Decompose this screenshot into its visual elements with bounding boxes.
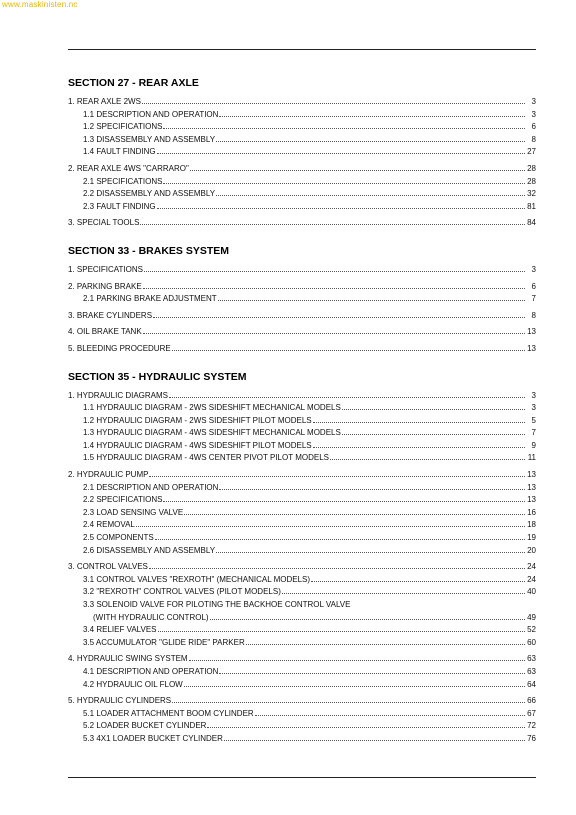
toc-entry-label: 1.5 HYDRAULIC DIAGRAM - 4WS CENTER PIVOT PILOT MODELS bbox=[83, 453, 329, 463]
dot-leader bbox=[311, 574, 525, 582]
toc-entry-page: 76 bbox=[527, 733, 536, 743]
toc-section bbox=[68, 244, 536, 356]
toc-group bbox=[68, 343, 536, 356]
dot-leader bbox=[219, 482, 525, 490]
toc-entry[interactable] bbox=[68, 343, 536, 356]
toc-entry-page: 28 bbox=[527, 163, 536, 173]
toc-entry-page: 18 bbox=[527, 520, 536, 530]
dot-leader bbox=[255, 708, 525, 716]
dot-leader bbox=[169, 390, 525, 398]
toc-entry-page: 63 bbox=[527, 654, 536, 664]
dot-leader bbox=[216, 134, 525, 142]
toc-group bbox=[68, 96, 536, 159]
toc-entry-label: 1.2 SPECIFICATIONS bbox=[83, 122, 163, 132]
toc-entry[interactable] bbox=[68, 624, 536, 637]
toc-entry[interactable] bbox=[68, 519, 536, 532]
dot-leader bbox=[144, 264, 525, 272]
toc-entry-page: 13 bbox=[527, 482, 536, 492]
toc-entry[interactable] bbox=[68, 469, 536, 482]
toc-entry-label: 4. OIL BRAKE TANK bbox=[68, 327, 142, 337]
toc-entry-page: 20 bbox=[527, 545, 536, 555]
header-rule bbox=[68, 49, 536, 50]
dot-leader bbox=[282, 586, 525, 594]
dot-leader bbox=[342, 427, 525, 435]
toc-entry[interactable] bbox=[68, 201, 536, 214]
dot-leader bbox=[313, 415, 525, 423]
toc-entry-page: 16 bbox=[527, 507, 536, 517]
toc-entry[interactable] bbox=[68, 733, 536, 746]
dot-leader bbox=[210, 612, 525, 620]
toc-entry[interactable] bbox=[68, 217, 536, 230]
toc-entry-page: 8 bbox=[531, 310, 536, 320]
toc-entry-label: 3.2 "REXROTH" CONTROL VALVES (PILOT MODELS) bbox=[83, 587, 281, 597]
toc-entry-page: 3 bbox=[531, 390, 536, 400]
toc-entry-page: 24 bbox=[527, 574, 536, 584]
dot-leader bbox=[207, 720, 525, 728]
toc-entry[interactable] bbox=[68, 402, 536, 415]
dot-leader bbox=[219, 109, 525, 117]
toc-entry-label: 1.4 FAULT FINDING bbox=[83, 147, 156, 157]
toc-entry-label: 3. BRAKE CYLINDERS bbox=[68, 310, 153, 320]
toc-group bbox=[68, 326, 536, 339]
toc-entry-page: 27 bbox=[527, 147, 536, 157]
dot-leader bbox=[136, 519, 525, 527]
toc-entry-label: (WITH HYDRAULIC CONTROL) bbox=[93, 612, 209, 622]
toc-entry-page: 64 bbox=[527, 679, 536, 689]
toc-entry-page: 6 bbox=[531, 281, 536, 291]
toc-entry[interactable] bbox=[68, 666, 536, 679]
toc-entry-label: 1. HYDRAULIC DIAGRAMS bbox=[68, 390, 169, 400]
toc-entry-label: 3.5 ACCUMULATOR "GLIDE RIDE" PARKER bbox=[83, 637, 245, 647]
dot-leader bbox=[163, 176, 525, 184]
toc-entry-label: 3. CONTROL VALVES bbox=[68, 562, 148, 572]
toc-entry-label: 3.1 CONTROL VALVES "REXROTH" (MECHANICAL MODELS) bbox=[83, 574, 311, 584]
toc-section bbox=[68, 370, 536, 746]
section-title: SECTION 33 - BRAKES SYSTEM bbox=[68, 244, 230, 257]
toc-group bbox=[68, 561, 536, 649]
toc-entry[interactable] bbox=[68, 637, 536, 650]
toc-entry-label: 2.1 SPECIFICATIONS bbox=[83, 176, 163, 186]
toc-entry[interactable] bbox=[68, 545, 536, 558]
toc-entry-label: 2.5 COMPONENTS bbox=[83, 533, 154, 543]
toc-entry-page: 3 bbox=[531, 403, 536, 413]
dot-leader bbox=[142, 96, 525, 104]
toc-entry[interactable] bbox=[68, 695, 536, 708]
section-title: SECTION 35 - HYDRAULIC SYSTEM bbox=[68, 370, 247, 383]
toc-group bbox=[68, 653, 536, 691]
toc-entry-page: 24 bbox=[527, 562, 536, 572]
toc-entry-page: 32 bbox=[527, 189, 536, 199]
toc-entry-page: 28 bbox=[527, 176, 536, 186]
toc-entry[interactable] bbox=[68, 507, 536, 520]
toc-entry[interactable] bbox=[68, 109, 536, 122]
dot-leader bbox=[342, 402, 525, 410]
toc-entry-page: 8 bbox=[531, 134, 536, 144]
toc-section bbox=[68, 76, 536, 230]
toc-entry-label: 1.1 DESCRIPTION AND OPERATION bbox=[83, 109, 219, 119]
toc-entry[interactable] bbox=[68, 720, 536, 733]
toc-entry[interactable] bbox=[68, 176, 536, 189]
toc-entry-label: 3. SPECIAL TOOLS bbox=[68, 218, 140, 228]
footer-rule bbox=[68, 777, 536, 778]
toc-entry[interactable] bbox=[68, 293, 536, 306]
toc-entry-page: 13 bbox=[527, 343, 536, 353]
toc-entry-label: 4. HYDRAULIC SWING SYSTEM bbox=[68, 654, 188, 664]
toc-entry-page: 72 bbox=[527, 721, 536, 731]
toc-entry-page: 7 bbox=[531, 294, 536, 304]
section-title: SECTION 27 - REAR AXLE bbox=[68, 77, 199, 89]
toc-group bbox=[68, 163, 536, 213]
toc-entry-page: 60 bbox=[527, 637, 536, 647]
toc-entry[interactable] bbox=[68, 390, 536, 403]
toc-entry-label: 2.2 DISASSEMBLY AND ASSEMBLY bbox=[83, 189, 216, 199]
toc-entry[interactable] bbox=[68, 653, 536, 666]
toc-entry-label: 5. BLEEDING PROCEDURE bbox=[68, 343, 171, 353]
toc-entry[interactable] bbox=[68, 96, 536, 109]
toc-entry-page: 40 bbox=[527, 587, 536, 597]
toc-group bbox=[68, 469, 536, 557]
toc-entry-label: 1.4 HYDRAULIC DIAGRAM - 4WS SIDESHIFT PILOT MODELS bbox=[83, 440, 312, 450]
toc-entry-label: 1.3 DISASSEMBLY AND ASSEMBLY bbox=[83, 134, 216, 144]
toc-entry-page: 6 bbox=[531, 122, 536, 132]
toc-entry-page: 7 bbox=[531, 428, 536, 438]
dot-leader bbox=[246, 637, 525, 645]
dot-leader bbox=[172, 695, 525, 703]
dot-leader bbox=[216, 545, 525, 553]
toc-entry-label: 2.2 SPECIFICATIONS bbox=[83, 495, 163, 505]
toc-entry[interactable] bbox=[68, 532, 536, 545]
dot-leader bbox=[155, 532, 525, 540]
toc-group bbox=[68, 390, 536, 466]
toc-entry-label: 5.2 LOADER BUCKET CYLINDER bbox=[83, 721, 207, 731]
dot-leader bbox=[189, 653, 525, 661]
toc-entry-page: 67 bbox=[527, 708, 536, 718]
toc-entry[interactable] bbox=[68, 494, 536, 507]
toc-entry-page: 13 bbox=[527, 495, 536, 505]
dot-leader bbox=[218, 293, 525, 301]
dot-leader bbox=[190, 163, 525, 171]
toc-entry-label: 2.4 REMOVAL bbox=[83, 520, 135, 530]
dot-leader bbox=[216, 188, 525, 196]
dot-leader bbox=[158, 624, 525, 632]
toc-entry-page: 9 bbox=[531, 440, 536, 450]
toc-entry[interactable] bbox=[68, 440, 536, 453]
toc-entry-label: 5.1 LOADER ATTACHMENT BOOM CYLINDER bbox=[83, 708, 254, 718]
toc-entry[interactable] bbox=[68, 415, 536, 428]
toc-entry-label: 2.6 DISASSEMBLY AND ASSEMBLY bbox=[83, 545, 216, 555]
dot-leader bbox=[224, 733, 525, 741]
dot-leader bbox=[143, 281, 525, 289]
dot-leader bbox=[143, 326, 525, 334]
toc-entry[interactable] bbox=[68, 599, 536, 612]
toc-entry-label: 2.3 LOAD SENSING VALVE bbox=[83, 507, 184, 517]
dot-leader bbox=[184, 679, 525, 687]
toc-entry-page: 66 bbox=[527, 696, 536, 706]
toc-entry[interactable] bbox=[68, 452, 536, 465]
toc-entry-label: 2.1 PARKING BRAKE ADJUSTMENT bbox=[83, 294, 217, 304]
toc-entry-label: 3.4 RELIEF VALVES bbox=[83, 625, 157, 635]
toc-entry[interactable] bbox=[68, 427, 536, 440]
toc-entry[interactable] bbox=[68, 281, 536, 294]
dot-leader bbox=[157, 146, 525, 154]
toc-entry-page: 19 bbox=[527, 533, 536, 543]
toc-entry[interactable] bbox=[68, 574, 536, 587]
toc-entry[interactable] bbox=[68, 163, 536, 176]
watermark: www.maskinisten.nc bbox=[2, 0, 78, 9]
toc-entry-page: 52 bbox=[527, 625, 536, 635]
toc-entry-label: 1. REAR AXLE 2WS bbox=[68, 97, 141, 106]
toc-entry-label: 5.3 4X1 LOADER BUCKET CYLINDER bbox=[83, 733, 223, 743]
toc-entry[interactable] bbox=[68, 586, 536, 599]
dot-leader bbox=[219, 666, 525, 674]
toc-entry[interactable] bbox=[68, 679, 536, 692]
toc-group bbox=[68, 695, 536, 745]
toc-entry-page: 13 bbox=[527, 327, 536, 337]
toc-entry[interactable] bbox=[68, 561, 536, 574]
toc-entry[interactable] bbox=[68, 612, 536, 625]
toc-entry-label: 4.2 HYDRAULIC OIL FLOW bbox=[83, 679, 183, 689]
toc-entry-label: 2.3 FAULT FINDING bbox=[83, 201, 156, 211]
toc-entry-page: 11 bbox=[527, 453, 536, 463]
toc-entry-label: 1.2 HYDRAULIC DIAGRAM - 2WS SIDESHIFT PILOT MODELS bbox=[83, 415, 312, 425]
toc-entry-page: 3 bbox=[531, 97, 536, 106]
dot-leader bbox=[184, 507, 525, 515]
toc-entry[interactable] bbox=[68, 134, 536, 147]
toc-entry[interactable] bbox=[68, 482, 536, 495]
toc-entry-label: 2. HYDRAULIC PUMP bbox=[68, 470, 149, 480]
toc-entry-label: 3.3 SOLENOID VALVE FOR PILOTING THE BACKHOE CONTROL VALVE bbox=[83, 600, 351, 609]
toc-entry-page: 63 bbox=[527, 666, 536, 676]
toc-entry[interactable] bbox=[68, 708, 536, 721]
toc-entry[interactable] bbox=[68, 326, 536, 339]
toc-entry[interactable] bbox=[68, 121, 536, 134]
toc-entry-label: 2. PARKING BRAKE bbox=[68, 281, 142, 291]
dot-leader bbox=[153, 310, 525, 318]
toc-entry-page: 49 bbox=[527, 612, 536, 622]
dot-leader bbox=[163, 494, 525, 502]
dot-leader bbox=[313, 440, 525, 448]
dot-leader bbox=[163, 121, 525, 129]
toc-entry-page: 5 bbox=[531, 415, 536, 425]
toc-entry-page: 3 bbox=[531, 264, 536, 274]
toc-group bbox=[68, 281, 536, 306]
dot-leader bbox=[149, 561, 525, 569]
toc-group bbox=[68, 310, 536, 323]
toc-entry-page: 13 bbox=[527, 470, 536, 480]
toc-entry[interactable] bbox=[68, 188, 536, 201]
toc-group bbox=[68, 217, 536, 230]
toc-entry[interactable] bbox=[68, 146, 536, 159]
dot-leader bbox=[172, 343, 525, 351]
toc-entry-label: 4.1 DESCRIPTION AND OPERATION bbox=[83, 666, 219, 676]
dot-leader bbox=[330, 452, 525, 460]
toc-entry-page: 3 bbox=[531, 109, 536, 119]
toc-entry-label: 2.1 DESCRIPTION AND OPERATION bbox=[83, 482, 219, 492]
table-of-contents bbox=[68, 76, 536, 760]
toc-entry-label: 5. HYDRAULIC CYLINDERS bbox=[68, 696, 172, 706]
toc-entry[interactable] bbox=[68, 264, 536, 277]
toc-entry-label: 1.1 HYDRAULIC DIAGRAM - 2WS SIDESHIFT MECHANICAL MODELS bbox=[83, 403, 341, 413]
toc-group bbox=[68, 264, 536, 277]
dot-leader bbox=[140, 217, 525, 225]
toc-entry-label: 1.3 HYDRAULIC DIAGRAM - 4WS SIDESHIFT MECHANICAL MODELS bbox=[83, 428, 341, 438]
toc-entry[interactable] bbox=[68, 310, 536, 323]
toc-entry-page: 81 bbox=[527, 201, 536, 211]
toc-entry-page: 84 bbox=[527, 218, 536, 228]
dot-leader bbox=[149, 469, 525, 477]
dot-leader bbox=[157, 201, 525, 209]
toc-entry-label: 2. REAR AXLE 4WS "CARRARO" bbox=[68, 163, 189, 173]
toc-entry-label: 1. SPECIFICATIONS bbox=[68, 264, 143, 274]
